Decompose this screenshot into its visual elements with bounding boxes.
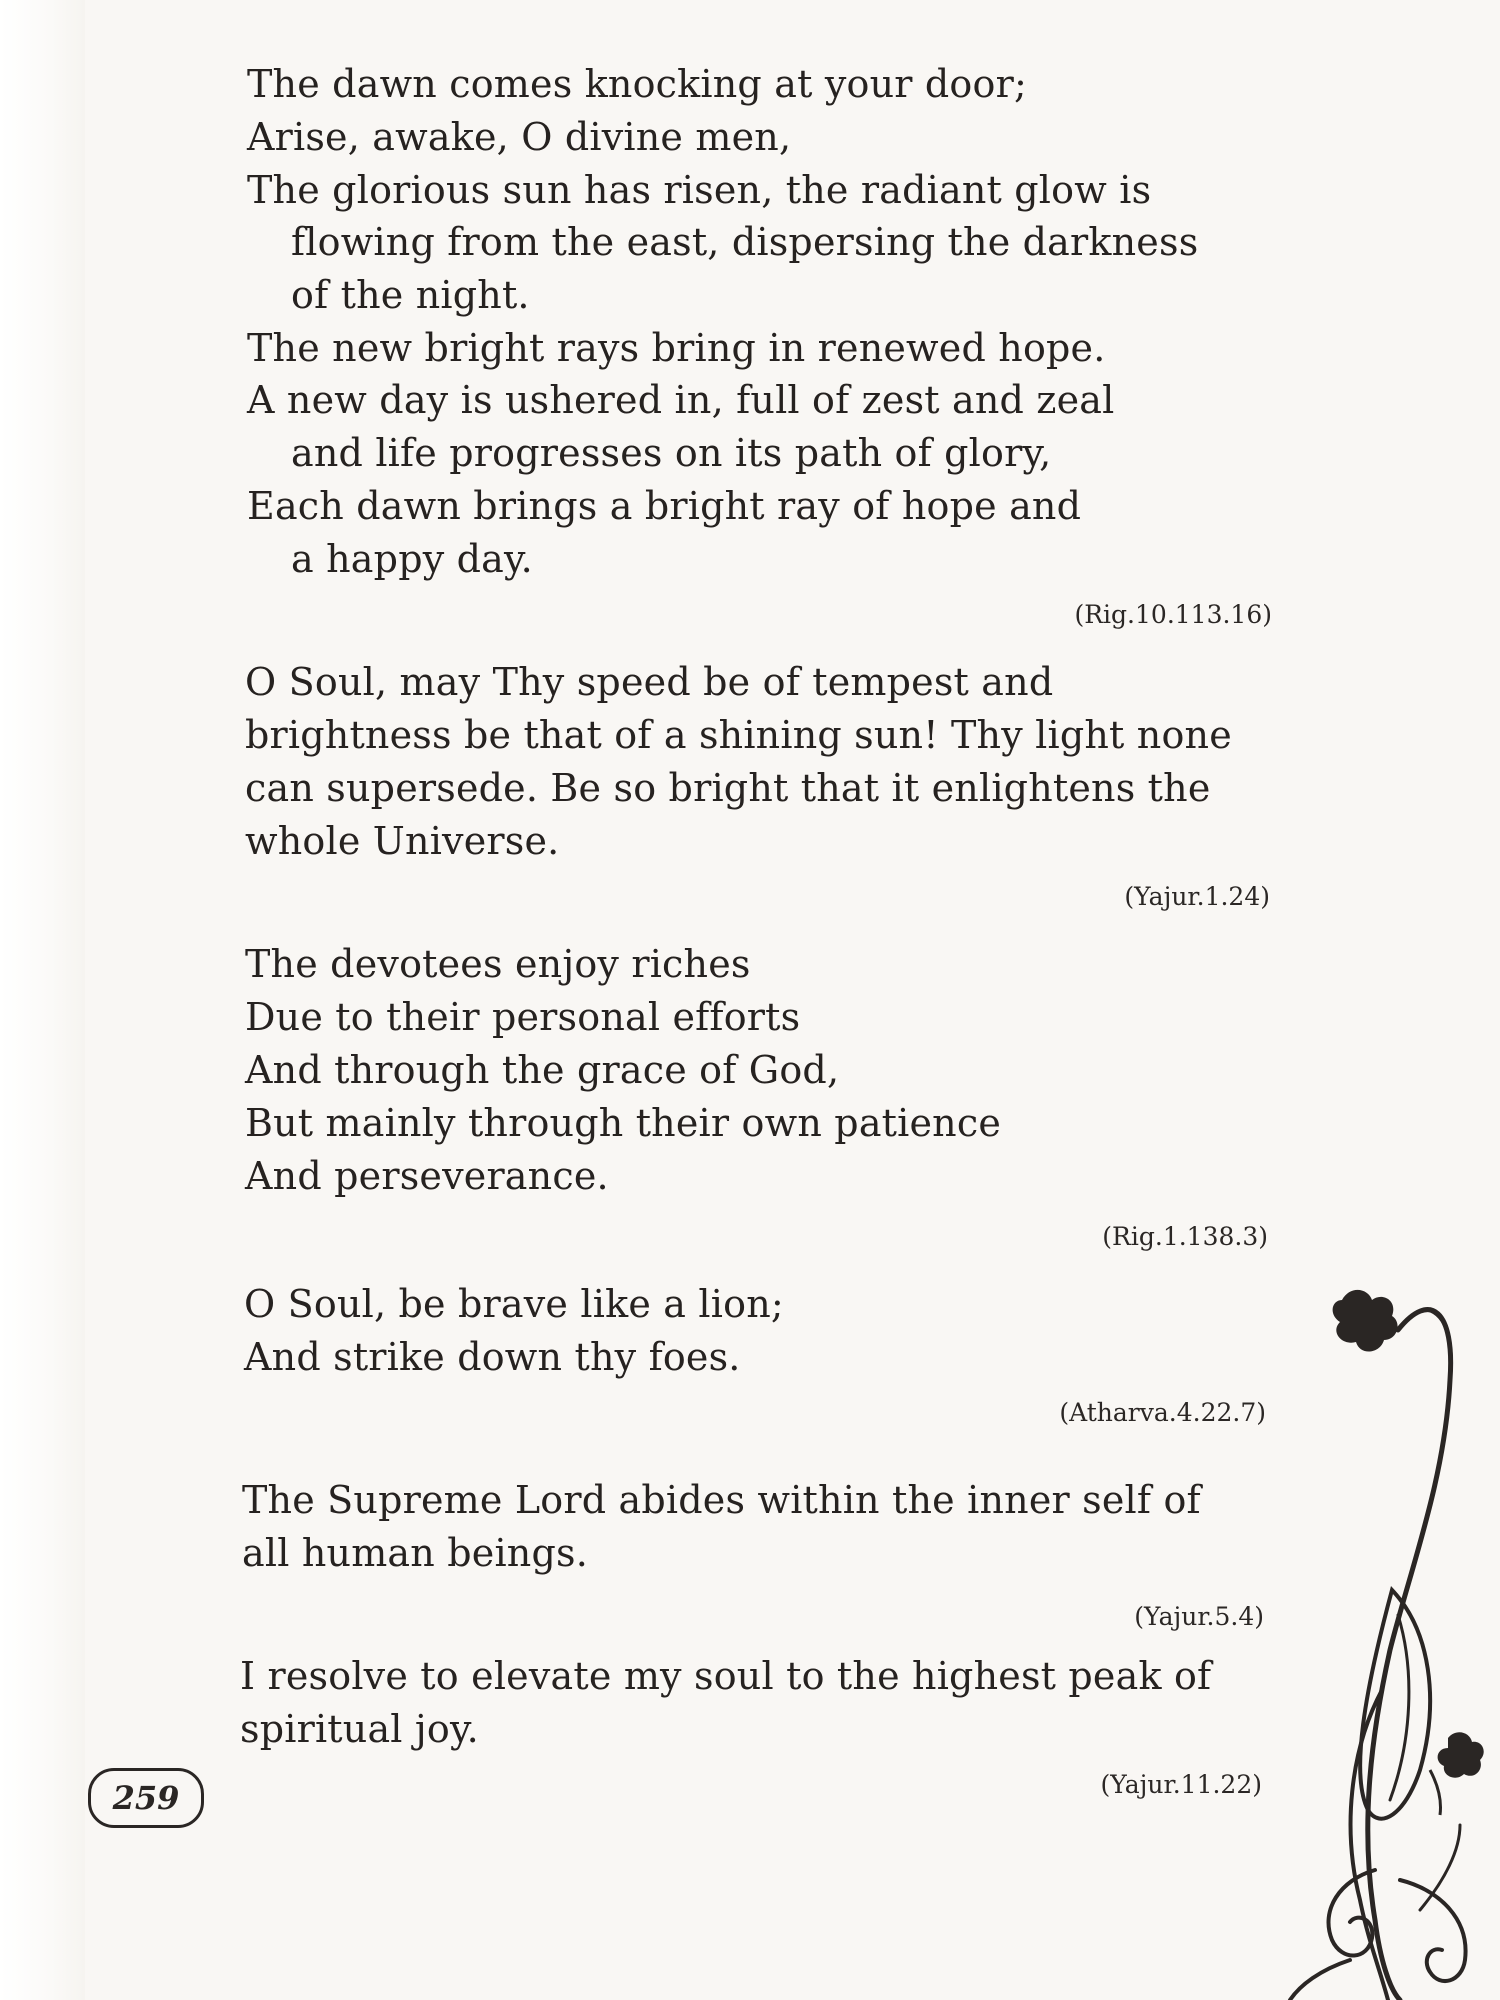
verse-line: The devotees enjoy riches [245,942,751,986]
verse-line: spiritual joy. [240,1707,479,1751]
verse-line: And strike down thy foes. [244,1335,741,1379]
verse-line: all human beings. [242,1531,588,1575]
verse-line: And perseverance. [245,1154,609,1198]
verse-line: And through the grace of God, [245,1048,840,1092]
verse-line: O Soul, be brave like a lion; [244,1282,784,1326]
verse-line: can supersede. Be so bright that it enlightens the [245,766,1211,810]
verse-reference: (Yajur.11.22) [1100,1770,1262,1799]
verse-line: whole Universe. [245,819,560,863]
verse-line: Each dawn brings a bright ray of hope and [247,484,1082,528]
verse-line: A new day is ushered in, full of zest and zeal [247,378,1115,422]
verse-line: flowing from the east, dispersing the darkness [291,220,1199,264]
floral-vine-icon [1280,1270,1500,2000]
verse-line: But mainly through their own patience [245,1101,1002,1145]
verse-line: The new bright rays bring in renewed hope. [247,326,1106,370]
verse-reference: (Rig.1.138.3) [1102,1222,1268,1251]
verse-line: and life progresses on its path of glory, [291,431,1052,475]
verse-line: brightness be that of a shining sun! Thy light none [245,713,1232,757]
verse-reference: (Rig.10.113.16) [1074,600,1272,629]
verse-reference: (Yajur.1.24) [1124,882,1270,911]
verse-reference: (Atharva.4.22.7) [1059,1398,1266,1427]
verse-line: O Soul, may Thy speed be of tempest and [245,660,1054,704]
verse-line: The dawn comes knocking at your door; [247,62,1027,106]
verse-line: The glorious sun has risen, the radiant glow is [247,168,1152,212]
verse-line: Arise, awake, O divine men, [247,115,792,159]
verse-line: Due to their personal efforts [245,995,801,1039]
verse-line: a happy day. [291,537,533,581]
page-number: 259 [88,1768,204,1828]
verse-reference: (Yajur.5.4) [1134,1602,1264,1631]
verse-line: of the night. [291,273,530,317]
verse-line: I resolve to elevate my soul to the highest peak of [240,1654,1212,1698]
verse-line: The Supreme Lord abides within the inner self of [242,1478,1201,1522]
